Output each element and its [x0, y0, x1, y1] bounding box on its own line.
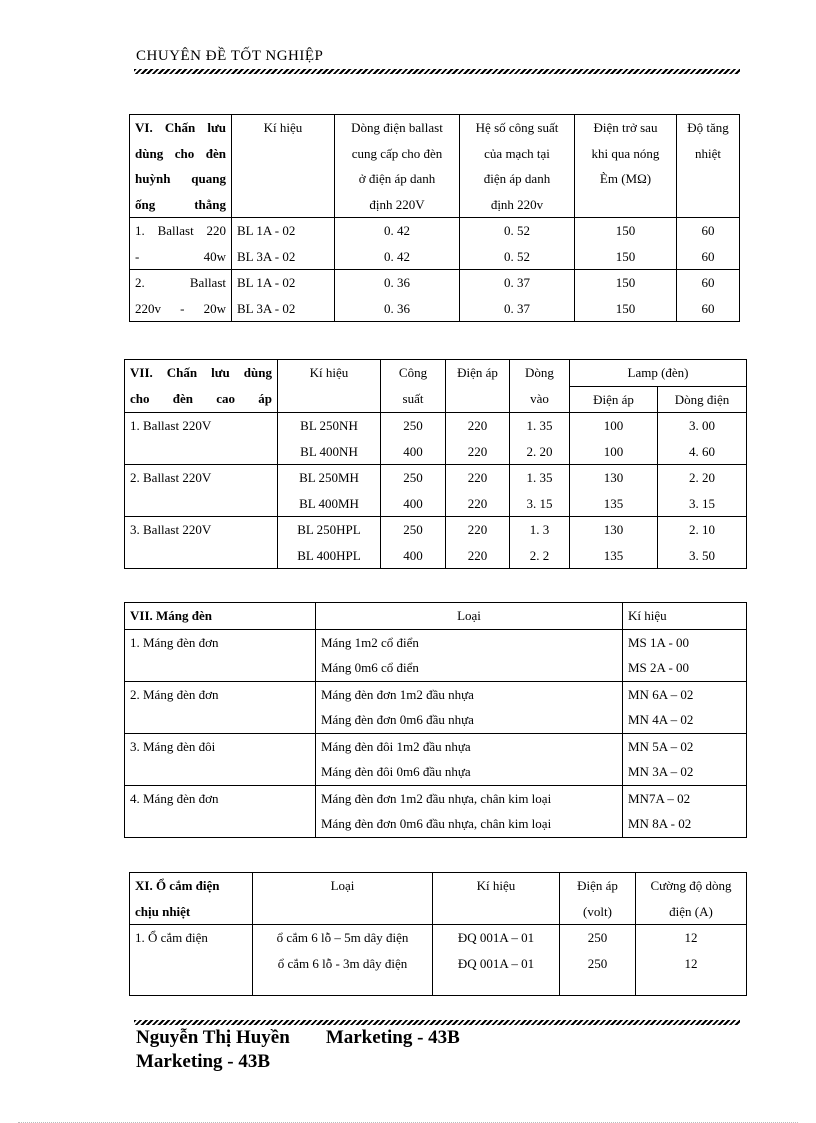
row-codes: BL 250NH BL 400NH	[278, 413, 381, 465]
page-header-title: CHUYÊN ĐỀ TỐT NGHIỆP	[136, 48, 324, 64]
footer-line-1	[136, 1027, 460, 1049]
table-row	[130, 925, 747, 996]
row-lamp-current: 2. 20 3. 15	[658, 465, 747, 517]
table-header-row	[130, 115, 740, 218]
row-input-current: 1. 3 2. 2	[510, 517, 570, 569]
row-power: 250 400	[381, 413, 446, 465]
header-type: Loại	[316, 603, 623, 630]
header-rule	[134, 69, 740, 74]
header-code: Kí hiệu	[232, 115, 335, 218]
row-lamp-current: 3. 00 4. 60	[658, 413, 747, 465]
row-input-current: 1. 35 2. 20	[510, 413, 570, 465]
row-power: 250 400	[381, 465, 446, 517]
row-codes: BL 250MH BL 400MH	[278, 465, 381, 517]
row-name: 2. Ballast 220v - 20w	[130, 270, 232, 322]
row-types: Máng đèn đơn 1m2 đầu nhựa, chân kim loại Máng đèn đơn 0m6 đầu nhựa, chân kim loại	[316, 785, 623, 837]
row-types: Máng đèn đơn 1m2 đầu nhựa Máng đèn đơn 0m6 đầu nhựa	[316, 681, 623, 733]
footer-class: Marketing - 43B	[325, 1027, 460, 1048]
header-code: Kí hiệu	[278, 360, 381, 413]
row-name: 3. Ballast 220V	[125, 517, 278, 569]
row-power: 250 400	[381, 517, 446, 569]
row-resistance: 150 150	[575, 270, 677, 322]
row-temperature: 60 60	[677, 218, 740, 270]
row-codes: MN 6A – 02 MN 4A – 02	[623, 681, 747, 733]
row-power-factor: 0. 52 0. 52	[460, 218, 575, 270]
row-lamp-voltage: 100 100	[570, 413, 658, 465]
header-category: XI. Ổ cắm điện chịu nhiệt	[130, 873, 253, 925]
row-power-factor: 0. 37 0. 37	[460, 270, 575, 322]
footer-rule	[134, 1020, 740, 1025]
row-name: 1. Máng đèn đơn	[125, 629, 316, 681]
header-power: Công suất	[381, 360, 446, 413]
header-lamp-voltage: Điện áp	[570, 386, 658, 413]
row-lamp-voltage: 130 135	[570, 517, 658, 569]
table-header-row	[130, 873, 747, 925]
header-code: Kí hiệu	[433, 873, 560, 925]
row-codes: BL 1A - 02 BL 3A - 02	[232, 270, 335, 322]
row-input-current: 1. 35 3. 15	[510, 465, 570, 517]
row-lamp-voltage: 130 135	[570, 465, 658, 517]
row-temperature: 60 60	[677, 270, 740, 322]
row-codes: BL 1A - 02 BL 3A - 02	[232, 218, 335, 270]
table-row	[125, 785, 747, 837]
header-power-factor: Hệ số công suất của mạch tại điện áp danh định 220v	[460, 115, 575, 218]
row-current: 0. 36 0. 36	[335, 270, 460, 322]
row-codes: MS 1A - 00 MS 2A - 00	[623, 629, 747, 681]
row-voltage: 220 220	[446, 413, 510, 465]
header-code: Kí hiệu	[623, 603, 747, 630]
table-header-row	[125, 603, 747, 630]
row-voltage: 220 220	[446, 517, 510, 569]
table-header-row	[125, 360, 747, 387]
table-row	[125, 465, 747, 517]
row-resistance: 150 150	[575, 218, 677, 270]
row-name: 4. Máng đèn đơn	[125, 785, 316, 837]
table-row	[125, 517, 747, 569]
row-name: 1. Ballast 220 - 40w	[130, 218, 232, 270]
row-name: 2. Ballast 220V	[125, 465, 278, 517]
row-types: ổ cắm 6 lỗ – 5m dây điện ổ cắm 6 lỗ - 3m dây điện	[253, 925, 433, 996]
header-category: VI. Chấn lưu dùng cho đèn huỳnh quang ống thẳng	[130, 115, 232, 218]
row-name: 1. Ổ cắm điện	[130, 925, 253, 996]
row-voltage: 220 220	[446, 465, 510, 517]
row-types: Máng đèn đôi 1m2 đầu nhựa Máng đèn đôi 0m6 đầu nhựa	[316, 733, 623, 785]
row-name: 3. Máng đèn đôi	[125, 733, 316, 785]
footer-author-name: Nguyễn Thị Huyền	[136, 1027, 290, 1048]
table-row	[125, 413, 747, 465]
header-type: Loại	[253, 873, 433, 925]
header-current: Dòng điện ballast cung cấp cho đèn ở điện áp danh định 220V	[335, 115, 460, 218]
row-codes: ĐQ 001A – 01 ĐQ 001A – 01	[433, 925, 560, 996]
header-lamp: Lamp (đèn)	[570, 360, 747, 387]
header-category: VII. Chấn lưu dùng cho đèn cao áp	[125, 360, 278, 413]
table-row	[125, 629, 747, 681]
header-category: VII. Máng đèn	[125, 603, 316, 630]
table-row	[125, 681, 747, 733]
table-heat-resistant-sockets	[129, 872, 747, 996]
header-voltage: Điện áp	[446, 360, 510, 413]
row-current: 0. 42 0. 42	[335, 218, 460, 270]
header-resistance: Điện trở sau khi qua nóng Èm (MΩ)	[575, 115, 677, 218]
row-name: 2. Máng đèn đơn	[125, 681, 316, 733]
footer-line-2: Marketing - 43B	[136, 1051, 271, 1072]
header-voltage: Điện áp (volt)	[560, 873, 636, 925]
row-codes: BL 250HPL BL 400HPL	[278, 517, 381, 569]
table-row	[130, 270, 740, 322]
row-codes: MN7A – 02 MN 8A - 02	[623, 785, 747, 837]
table-row	[130, 218, 740, 270]
table-light-fixtures	[124, 602, 747, 838]
header-input-current: Dòng vào	[510, 360, 570, 413]
row-lamp-current: 2. 10 3. 50	[658, 517, 747, 569]
table-row	[125, 733, 747, 785]
row-types: Máng 1m2 cổ điển Máng 0m6 cổ điển	[316, 629, 623, 681]
row-current: 12 12	[636, 925, 747, 996]
row-voltage: 250 250	[560, 925, 636, 996]
header-lamp-current: Dòng điện	[658, 386, 747, 413]
table-fluorescent-ballast	[129, 114, 740, 322]
header-current: Cường độ dòng điện (A)	[636, 873, 747, 925]
header-temperature: Độ tăng nhiệt	[677, 115, 740, 218]
row-codes: MN 5A – 02 MN 3A – 02	[623, 733, 747, 785]
row-name: 1. Ballast 220V	[125, 413, 278, 465]
table-high-pressure-ballast	[124, 359, 747, 569]
